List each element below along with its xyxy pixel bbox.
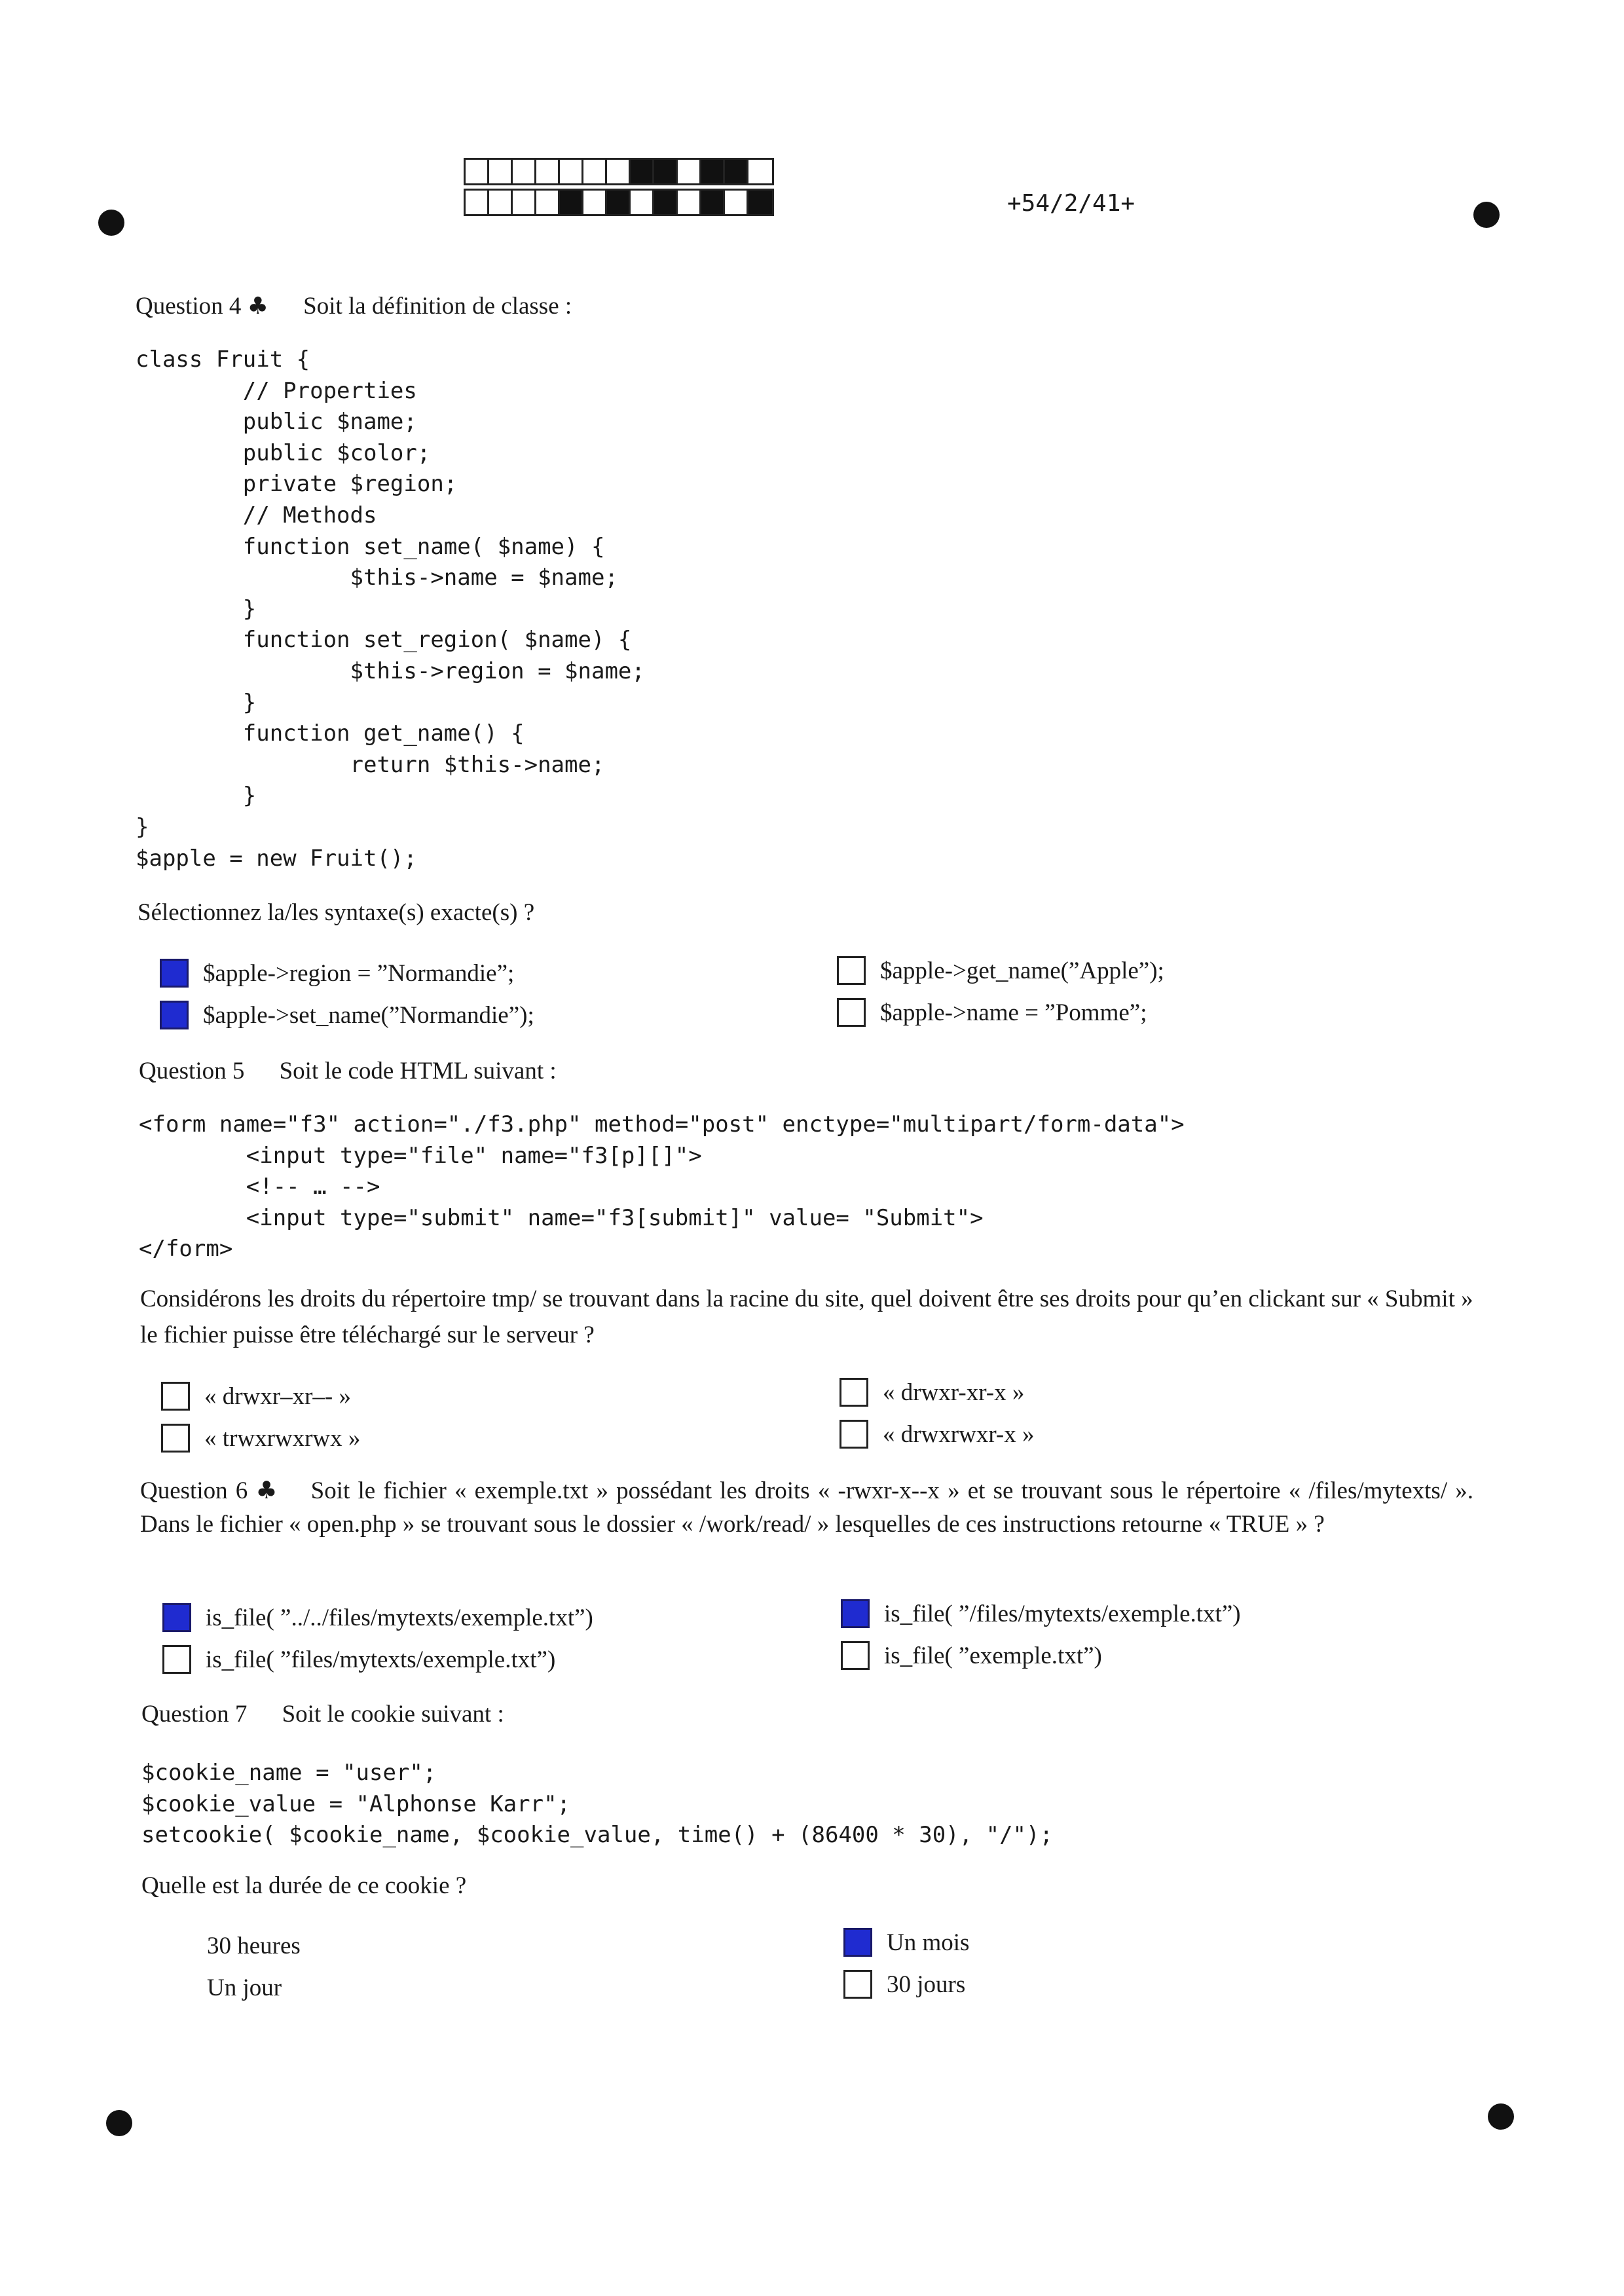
registration-mark-bottom-right bbox=[1488, 2103, 1514, 2130]
question-7-header bbox=[141, 1700, 504, 1728]
id-barcode-cell bbox=[654, 191, 678, 214]
id-barcode-row-1 bbox=[464, 158, 774, 185]
option-label: 30 jours bbox=[887, 1971, 966, 1998]
option-label: Un mois bbox=[887, 1929, 970, 1956]
option-label: 30 heures bbox=[207, 1933, 301, 1959]
question-6-text: Soit le fichier « exemple.txt » possédant les droits « -rwxr-x--x » et se trouvant sous le répertoire « /files/mytexts/ ». Dans le fichier « open.php » se trouvant sous le dossier « /work/read/ » lesquelles de ces instructions retourne « TRUE » ? bbox=[140, 1477, 1474, 1538]
id-barcode-cell bbox=[701, 191, 725, 214]
question-5-text: Soit le code HTML suivant : bbox=[279, 1058, 557, 1084]
checkbox[interactable] bbox=[843, 1970, 872, 1999]
q7-option-a[interactable] bbox=[207, 1932, 301, 1960]
q5-option-d[interactable] bbox=[840, 1420, 1035, 1449]
id-barcode-cell bbox=[466, 191, 489, 214]
id-barcode-cell bbox=[583, 160, 607, 183]
q4-option-c[interactable] bbox=[837, 956, 1164, 985]
q6-option-a[interactable] bbox=[162, 1603, 593, 1632]
q7-option-c[interactable] bbox=[843, 1928, 969, 1957]
question-7-prompt: Quelle est la durée de ce cookie ? bbox=[141, 1872, 467, 1899]
q7-option-b[interactable] bbox=[207, 1974, 282, 2002]
question-7-number: Question 7 bbox=[141, 1701, 248, 1728]
id-barcode-row-2 bbox=[464, 189, 774, 216]
q4-option-d[interactable] bbox=[837, 998, 1147, 1027]
option-label: $apple->get_name(”Apple”); bbox=[880, 957, 1164, 984]
q6-option-c[interactable] bbox=[841, 1599, 1241, 1628]
id-barcode-cell bbox=[536, 160, 560, 183]
id-barcode-cell bbox=[631, 191, 654, 214]
id-barcode-cell bbox=[725, 191, 748, 214]
q5-option-c[interactable] bbox=[840, 1378, 1024, 1407]
question-6-header bbox=[140, 1473, 1473, 1541]
checkbox[interactable] bbox=[160, 959, 189, 988]
id-barcode-cell bbox=[748, 160, 772, 183]
club-icon: ♣ bbox=[247, 293, 268, 320]
q6-option-d[interactable] bbox=[841, 1641, 1102, 1670]
checkbox[interactable] bbox=[160, 1001, 189, 1029]
id-barcode-cell bbox=[560, 191, 583, 214]
registration-mark-top-right bbox=[1473, 202, 1500, 228]
checkbox[interactable] bbox=[161, 1424, 190, 1453]
checkbox[interactable] bbox=[841, 1641, 870, 1670]
question-7-code: $cookie_name = "user"; $cookie_value = "Alphonse Karr"; setcookie( $cookie_name, $cookie_value, time() + (86400 * 30), "/"); bbox=[141, 1760, 1053, 1849]
id-barcode-cell bbox=[678, 160, 701, 183]
checkbox[interactable] bbox=[162, 1645, 191, 1674]
question-4-prompt: Sélectionnez la/les syntaxe(s) exacte(s) ? bbox=[138, 899, 535, 926]
checkbox[interactable] bbox=[841, 1599, 870, 1628]
option-label: « drwxr–xr–- » bbox=[204, 1382, 352, 1410]
id-barcode-cell bbox=[513, 191, 536, 214]
q7-option-d[interactable] bbox=[843, 1970, 965, 1999]
question-5-prompt: Considérons les droits du répertoire tmp/ se trouvant dans la racine du site, quel doivent être ses droits pour qu’en clickant sur « Submit » le fichier puisse être téléchargé sur le serveur ? bbox=[140, 1286, 1473, 1348]
page-id: +54/2/41+ bbox=[1007, 190, 1135, 217]
question-4-text: Soit la définition de classe : bbox=[303, 293, 572, 320]
option-label: $apple->region = ”Normandie”; bbox=[203, 959, 515, 987]
checkbox[interactable] bbox=[840, 1420, 868, 1449]
option-label: is_file( ”exemple.txt”) bbox=[884, 1642, 1102, 1669]
question-4-number: Question 4 bbox=[136, 293, 242, 320]
id-barcode-cell bbox=[466, 160, 489, 183]
id-barcode-cell bbox=[678, 191, 701, 214]
id-barcode-cell bbox=[631, 160, 654, 183]
id-barcode-cell bbox=[654, 160, 678, 183]
question-5-number: Question 5 bbox=[139, 1058, 245, 1084]
checkbox[interactable] bbox=[837, 998, 866, 1027]
question-4-header bbox=[136, 292, 572, 320]
option-label: $apple->set_name(”Normandie”); bbox=[203, 1001, 534, 1029]
question-7-text: Soit le cookie suivant : bbox=[282, 1701, 504, 1728]
question-5-header bbox=[139, 1057, 557, 1085]
q4-option-b[interactable] bbox=[160, 1001, 534, 1029]
id-barcode-cell bbox=[607, 191, 631, 214]
question-6-number: Question 6 bbox=[140, 1477, 248, 1504]
registration-mark-bottom-left bbox=[106, 2110, 132, 2136]
option-label: Un jour bbox=[207, 1974, 282, 2001]
checkbox[interactable] bbox=[840, 1378, 868, 1407]
club-icon: ♣ bbox=[255, 1476, 280, 1504]
id-barcode-cell bbox=[725, 160, 748, 183]
id-barcode-cell bbox=[560, 160, 583, 183]
q6-option-b[interactable] bbox=[162, 1645, 555, 1674]
id-barcode-cell bbox=[583, 191, 607, 214]
option-label: is_file( ”files/mytexts/exemple.txt”) bbox=[206, 1646, 556, 1673]
registration-mark-top-left bbox=[98, 210, 124, 236]
checkbox[interactable] bbox=[837, 956, 866, 985]
option-label: $apple->name = ”Pomme”; bbox=[880, 999, 1147, 1026]
q5-option-a[interactable] bbox=[161, 1382, 351, 1411]
option-label: « drwxr-xr-x » bbox=[883, 1379, 1025, 1406]
q5-option-b[interactable] bbox=[161, 1424, 360, 1453]
checkbox[interactable] bbox=[162, 1603, 191, 1632]
option-label: is_file( ”../../files/mytexts/exemple.txt”) bbox=[206, 1604, 593, 1631]
id-barcode-cell bbox=[536, 191, 560, 214]
option-label: is_file( ”/files/mytexts/exemple.txt”) bbox=[884, 1600, 1241, 1627]
id-barcode-cell bbox=[489, 160, 513, 183]
id-barcode-cell bbox=[607, 160, 631, 183]
question-4-code: class Fruit { // Properties public $name; public $color; private $region; // Methods function set_name( $name) { $this->name = $name; } function set_region( $name) { $this->region = $name; } function get_name() { return $this->name; } } $apple = new Fruit(); bbox=[136, 346, 645, 872]
option-label: « drwxrwxr-x » bbox=[883, 1420, 1035, 1448]
q4-option-a[interactable] bbox=[160, 959, 514, 988]
id-barcode-cell bbox=[748, 191, 772, 214]
option-label: « trwxrwxrwx » bbox=[204, 1424, 361, 1452]
id-barcode-cell bbox=[489, 191, 513, 214]
id-barcode-cell bbox=[513, 160, 536, 183]
checkbox[interactable] bbox=[843, 1928, 872, 1957]
checkbox[interactable] bbox=[161, 1382, 190, 1411]
question-5-code: <form name="f3" action="./f3.php" method="post" enctype="multipart/form-data"> <input type="file" name="f3[p][]"> <!-- … --> <input type="submit" name="f3[submit]" value= "Submit"> </form> bbox=[139, 1111, 1185, 1263]
id-barcode-cell bbox=[701, 160, 725, 183]
